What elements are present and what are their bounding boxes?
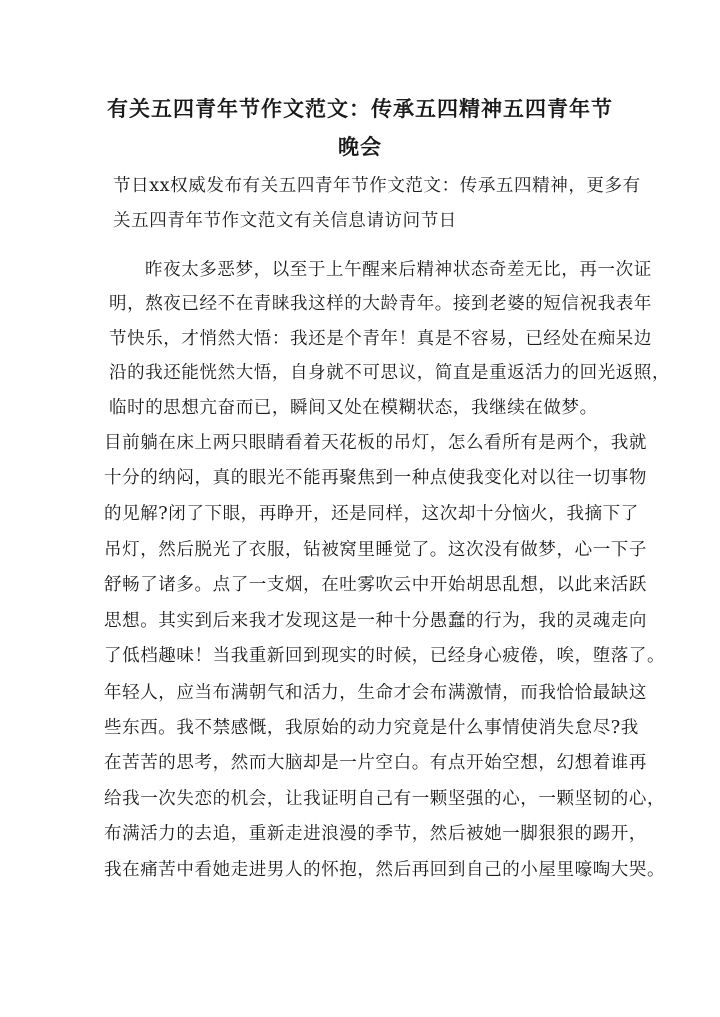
paragraph-line: 明，熬夜已经不在青睐我这样的大龄青年。接到老婆的短信祝我表年 [109,294,652,314]
paragraph-line: 舒畅了诸多。点了一支烟，在吐雾吹云中开始胡思乱想，以此来活跃 [104,575,647,595]
paragraph-line: 年轻人，应当布满朝气和活力，生命才会布满激情，而我恰恰最缺这 [104,683,647,703]
paragraph-line: 在苦苦的思考，然而大脑却是一片空白。有点开始空想，幻想着谁再 [104,753,647,773]
intro-line: 节日xx权威发布有关五四青年节作文范文：传承五四精神，更多有 [113,176,641,196]
paragraph-line: 吊灯，然后脱光了衣服，钻被窝里睡觉了。这次没有做梦，心一下子 [104,540,647,560]
paragraph-line: 昨夜太多恶梦，以至于上午醒来后精神状态奇差无比，再一次证 [145,260,652,280]
paragraph-line: 临时的思想亢奋而已，瞬间又处在模糊状态，我继续在做梦。 [109,398,598,418]
paragraph-line: 我在痛苦中看她走进男人的怀抱，然后再回到自己的小屋里嚎啕大哭。 [104,860,666,880]
paragraph-line: 些东西。我不禁感慨，我原始的动力究竟是什么事情使消失怠尽?我 [104,718,639,738]
title-line-2: 晚会 [338,134,382,159]
title-line-1: 有关五四青年节作文范文：传承五四精神五四青年节 [107,96,613,121]
paragraph-line: 十分的纳闷，真的眼光不能再聚焦到一种点使我变化对以往一切事物 [104,468,647,488]
paragraph-line: 的见解?闭了下眼，再睁开，还是同样，这次却十分恼火，我摘下了 [104,504,639,524]
intro-line: 关五四青年节作文范文有关信息请访问节日 [113,211,457,231]
paragraph-line: 给我一次失恋的机会，让我证明自己有一颗坚强的心，一颗坚韧的心， [104,789,666,809]
paragraph-line: 思想。其实到后来我才发现这是一种十分愚蠢的行为，我的灵魂走向 [104,611,647,631]
paragraph-line: 目前躺在床上两只眼睛看着天花板的吊灯，怎么看所有是两个，我就 [104,433,647,453]
paragraph-line: 沿的我还能恍然大悟，自身就不可思议，简直是重返活力的回光返照， [109,363,671,383]
paragraph-line: 布满活力的去追，重新走进浪漫的季节，然后被她一脚狠狠的踢开， [104,824,647,844]
page-title [100,90,620,166]
paragraph-line: 了低档趣味！当我重新回到现实的时候，已经身心疲倦，唉，堕落了。 [104,646,666,666]
paragraph-line: 节快乐，才悄然大悟：我还是个青年！真是不容易，已经处在痴呆边 [109,329,652,349]
